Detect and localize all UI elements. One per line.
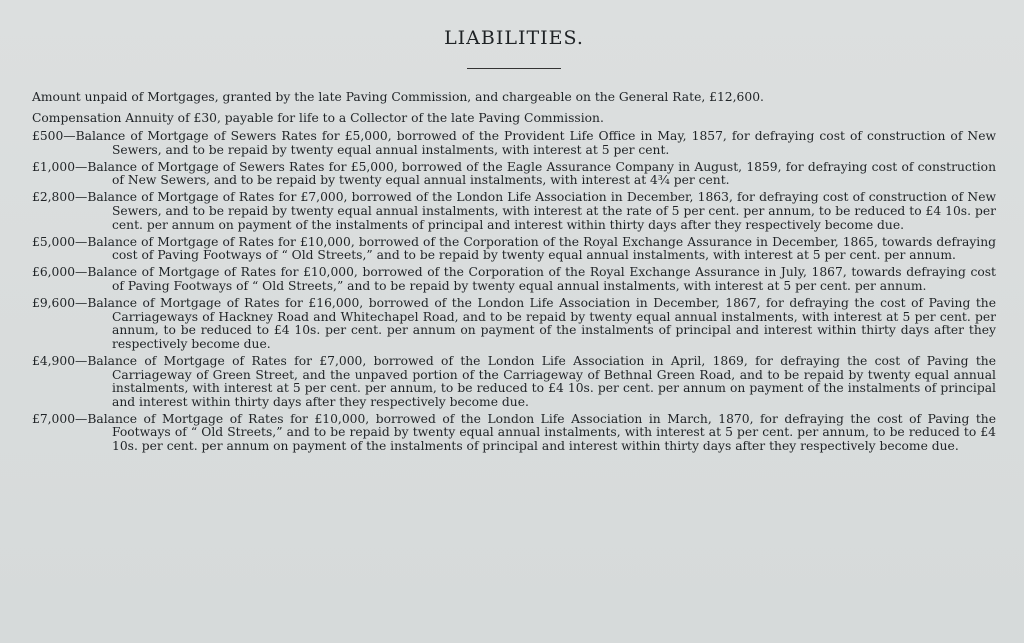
entry-text: —Balance of Mortgage of Rates for £7,000, borrowed of the London Life Association in April, 1869, for defraying the cost of Paving the Carriageway of Green Street, and the unpaved portion of the Carriageway of Bethnal Green Road, and to be repaid by twenty equal annual instalments, with interest at 5 per cent. per annum, to be reduced to £4 10s. per cent. per annum on payment of the instalments of principal and interest within thirty days after they respectively become due. <box>75 353 996 409</box>
liability-entry <box>32 161 996 188</box>
liability-entry <box>32 266 996 293</box>
intro-annuity: Compensation Annuity of £30, payable for life to a Collector of the late Paving Commission. <box>32 110 604 125</box>
entry-text: —Balance of Mortgage of Sewers Rates for £5,000, borrowed of the Eagle Assurance Company in August, 1859, for defraying cost of construction of New Sewers, and to be repaid by twenty equal annual instalments, with interest at 4¾ per cent. <box>75 159 996 188</box>
liability-entry <box>32 191 996 232</box>
entry-amount: £9,600 <box>32 296 76 311</box>
entry-text: —Balance of Mortgage of Rates for £16,000, borrowed of the London Life Association in December, 1867, for defraying the cost of Paving the Carriageways of Hackney Road and Whitechapel Road, and to be repaid by twenty equal annual instalments, with interest at 5 per cent. per annum, to be reduced to £4 10s. per cent. per annum on payment of the instalments of principal and interest within thirty days after they respectively become due. <box>75 296 996 351</box>
entry-amount: £1,000 <box>32 159 76 174</box>
entry-text: —Balance of Mortgage of Rates for £10,000, borrowed of the London Life Association in March, 1870, for defraying the cost of Paving the Footways of “ Old Streets,” and to be repaid by twenty equal annual instalments, with interest at 5 per cent. per annum, to be reduced to £4 10s. per cent. per annum on payment of the instalments of principal and interest within thirty days after they respectively become due. <box>75 411 996 453</box>
entry-amount: £6,000 <box>32 265 76 280</box>
entry-text: —Balance of Mortgage of Rates for £10,000, borrowed of the Corporation of the Royal Exchange Assurance in December, 1865, towards defraying cost of Paving Footways of “ Old Streets,” and to be repaid by twenty equal annual instalments, with interest at 5 per cent. per annum. <box>75 234 996 263</box>
liability-entry <box>32 413 996 454</box>
entry-text: —Balance of Mortgage of Sewers Rates for £5,000, borrowed of the Provident Life Office in May, 1857, for defraying cost of construction of New Sewers, and to be repaid by twenty equal annual instalments, with interest at 5 per cent. <box>63 129 996 157</box>
entry-text: —Balance of Mortgage of Rates for £7,000, borrowed of the London Life Association in December, 1863, for defraying cost of construction of New Sewers, and to be repaid by twenty equal annual instalments, with interest at the rate of 5 per cent. per annum, to be reduced to £4 10s. per cent. per annum on payment of the instalments of principal and interest within thirty days after they respectively become due. <box>75 190 996 232</box>
liability-entry <box>32 130 996 157</box>
entry-amount: £500 <box>32 129 64 143</box>
entry-amount: £7,000 <box>32 411 76 426</box>
entry-amount: £4,900 <box>32 353 76 368</box>
entry-text: —Balance of Mortgage of Rates for £10,000, borrowed of the Corporation of the Royal Exchange Assurance in July, 1867, towards defraying cost of Paving Footways of “ Old Streets,” and to be repaid by twenty equal annual instalments, with interest at 5 per cent. per annum. <box>75 265 996 293</box>
page-title: LIABILITIES. <box>444 27 584 49</box>
intro-mortgages: Amount unpaid of Mortgages, granted by the late Paving Commission, and chargeable on the General Rate, £12,600. <box>32 90 764 104</box>
entry-amount: £2,800 <box>32 190 76 205</box>
title-rule <box>467 68 561 69</box>
liability-entry <box>32 297 996 351</box>
liability-entry <box>32 355 996 409</box>
liability-entry <box>32 236 996 263</box>
entry-amount: £5,000 <box>32 234 76 249</box>
